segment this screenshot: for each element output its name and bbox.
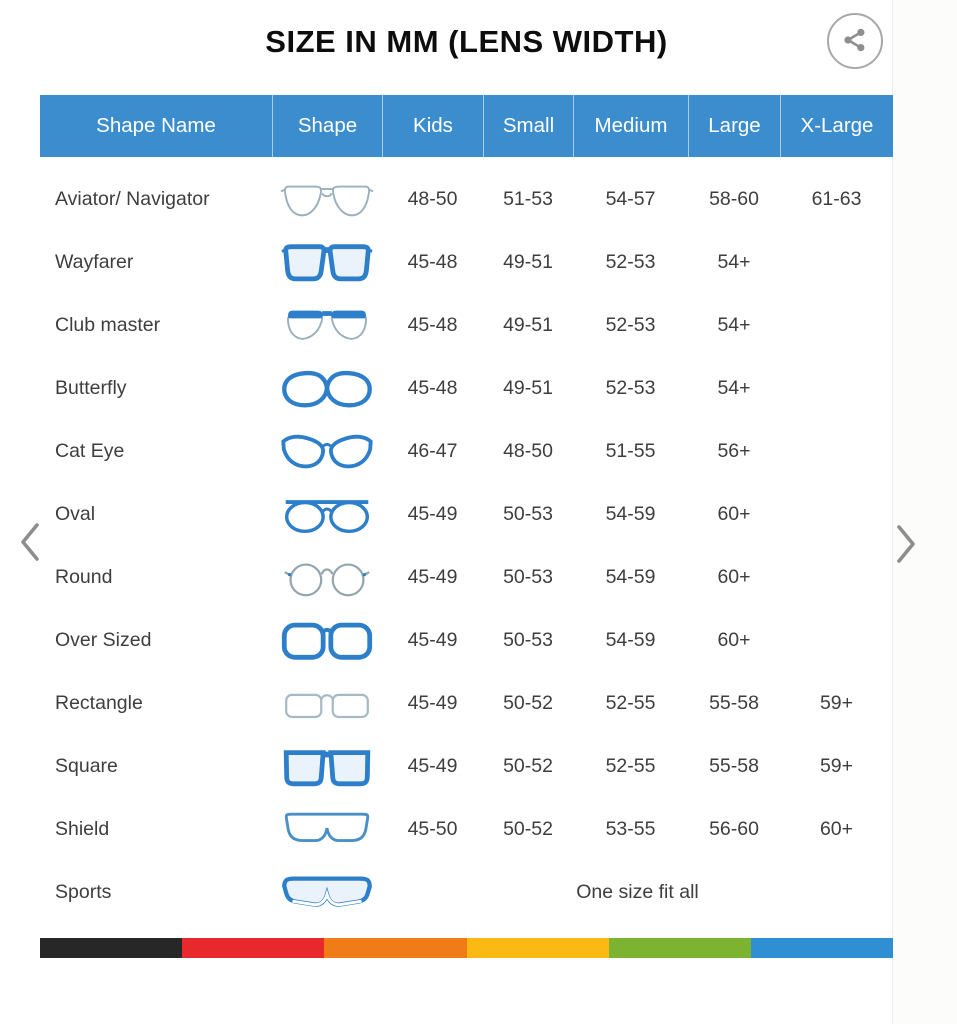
size-cell: 55-58	[709, 692, 759, 714]
table-header	[40, 95, 893, 157]
rectangle-glasses-icon	[272, 681, 382, 727]
next-slide-gutter	[893, 0, 957, 1024]
table-row	[40, 420, 893, 483]
column-header-medium: Medium	[573, 95, 688, 157]
size-cell: 50-53	[503, 629, 553, 651]
shape-name: Shield	[55, 818, 110, 840]
chevron-right-icon	[893, 523, 919, 568]
shape-name: Wayfarer	[55, 251, 134, 273]
color-bar-segment	[751, 938, 893, 958]
color-bar-segment	[182, 938, 324, 958]
shape-name: Butterfly	[55, 377, 127, 399]
table-row	[40, 735, 893, 798]
size-cell: 46-47	[407, 440, 458, 462]
shape-name: Round	[55, 566, 113, 588]
oversized-glasses-icon	[272, 618, 382, 664]
size-cell: 52-53	[605, 377, 656, 399]
table-row	[40, 798, 893, 861]
table-row	[40, 609, 893, 672]
size-cell: 54-59	[605, 566, 656, 588]
column-header-shape-name: Shape Name	[96, 114, 216, 137]
shape-name: Aviator/ Navigator	[55, 188, 210, 210]
size-table	[40, 95, 893, 924]
size-cell: 56-60	[709, 818, 759, 840]
aviator-glasses-icon	[272, 177, 382, 223]
column-header-kids: Kids	[382, 95, 483, 157]
shape-name: Cat Eye	[55, 440, 125, 462]
size-cell: 49-51	[503, 314, 553, 336]
shape-name: Rectangle	[55, 692, 143, 714]
size-cell: 52-53	[605, 314, 656, 336]
share-button[interactable]	[827, 13, 883, 69]
cateye-glasses-icon	[272, 429, 382, 475]
size-cell: 45-50	[407, 818, 458, 840]
carousel-prev-button[interactable]	[13, 519, 47, 567]
round-glasses-icon	[272, 555, 382, 601]
size-cell: 56+	[717, 440, 751, 462]
size-cell: 60+	[717, 629, 751, 651]
table-row	[40, 672, 893, 735]
shape-name: Club master	[55, 314, 161, 336]
size-cell: 45-49	[407, 503, 458, 525]
square-glasses-icon	[272, 744, 382, 790]
oval-glasses-icon	[272, 492, 382, 538]
butterfly-glasses-icon	[272, 366, 382, 412]
column-header-shape: Shape	[272, 95, 382, 157]
size-cell: 54-59	[605, 629, 656, 651]
chevron-left-icon	[17, 521, 43, 566]
table-row	[40, 294, 893, 357]
carousel-next-button[interactable]	[889, 521, 923, 569]
size-cell: 52-53	[605, 251, 656, 273]
sports-glasses-icon	[272, 870, 382, 916]
size-cell: 54-57	[605, 188, 656, 210]
shield-glasses-icon	[272, 807, 382, 853]
size-cell: 45-48	[407, 251, 458, 273]
size-cell: 50-52	[503, 755, 553, 777]
size-cell: 51-53	[503, 188, 553, 210]
size-cell: 45-48	[407, 314, 458, 336]
size-cell: 45-49	[407, 629, 458, 651]
table-row	[40, 231, 893, 294]
size-cell: 61-63	[811, 188, 862, 210]
shape-name: Sports	[55, 881, 112, 903]
size-cell: 52-55	[605, 755, 656, 777]
color-bar-segment	[40, 938, 182, 958]
size-cell: 54+	[717, 377, 751, 399]
size-cell: 60+	[819, 818, 854, 840]
size-cell: 49-51	[503, 377, 553, 399]
column-header-large: Large	[688, 95, 780, 157]
one-size-note: One size fit all	[576, 881, 699, 903]
shape-name: Oval	[55, 503, 96, 525]
brand-color-bar	[40, 938, 893, 958]
size-cell: 48-50	[407, 188, 458, 210]
shape-name: Over Sized	[55, 629, 152, 651]
size-cell: 59+	[819, 692, 854, 714]
size-cell: 54-59	[605, 503, 656, 525]
size-cell: 54+	[717, 314, 751, 336]
size-cell: 50-52	[503, 818, 553, 840]
size-cell: 45-49	[407, 692, 458, 714]
size-cell: 45-49	[407, 566, 458, 588]
table-body	[40, 168, 893, 924]
size-cell: 45-49	[407, 755, 458, 777]
size-cell: 55-58	[709, 755, 759, 777]
color-bar-segment	[324, 938, 466, 958]
size-cell: 51-55	[605, 440, 656, 462]
column-header-x-large: X-Large	[780, 95, 893, 157]
column-header-small: Small	[483, 95, 573, 157]
size-cell: 60+	[717, 566, 751, 588]
table-row	[40, 168, 893, 231]
size-cell: 48-50	[503, 440, 553, 462]
size-cell: 50-53	[503, 503, 553, 525]
page-title: SIZE IN MM (LENS WIDTH)	[265, 24, 668, 59]
share-icon	[841, 26, 869, 57]
size-cell: 45-48	[407, 377, 458, 399]
table-row	[40, 546, 893, 609]
size-cell: 52-55	[605, 692, 656, 714]
size-cell: 59+	[819, 755, 854, 777]
size-cell: 58-60	[709, 188, 759, 210]
table-row	[40, 357, 893, 420]
table-row	[40, 483, 893, 546]
size-cell: 60+	[717, 503, 751, 525]
table-row	[40, 861, 893, 924]
size-cell: 53-55	[605, 818, 656, 840]
color-bar-segment	[609, 938, 751, 958]
wayfarer-glasses-icon	[272, 240, 382, 286]
size-cell: 50-52	[503, 692, 553, 714]
size-cell: 50-53	[503, 566, 553, 588]
size-cell: 49-51	[503, 251, 553, 273]
shape-name: Square	[55, 755, 118, 777]
color-bar-segment	[467, 938, 609, 958]
size-cell: 54+	[717, 251, 751, 273]
clubmaster-glasses-icon	[272, 303, 382, 349]
